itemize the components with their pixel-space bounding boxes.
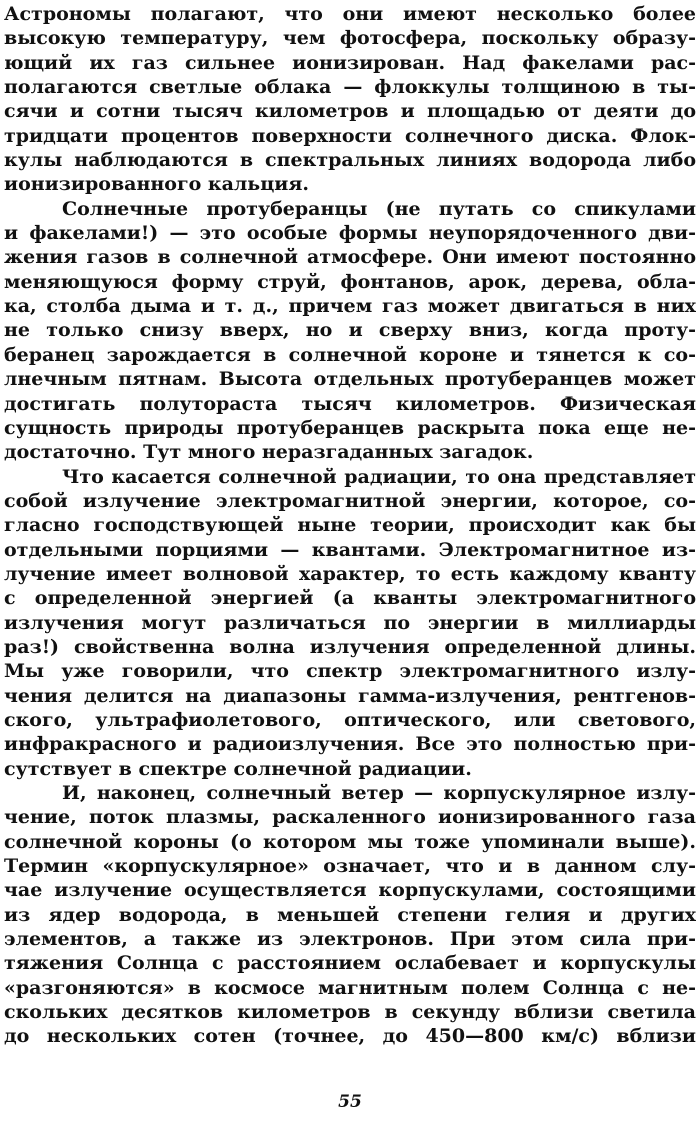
text-line: не только снизу вверх, но и сверху вниз, когда проту- xyxy=(4,319,696,342)
text-line: сутствует в спектре солнечной радиации. xyxy=(4,757,472,780)
text-line: чае излучение осуществляется корпускулами, состоящими xyxy=(4,879,696,902)
text-line: «разгоняются» в космосе магнитным полем Солнца с не- xyxy=(4,976,696,999)
text-line: лучение имеет волновой характер, то есть каждому кванту xyxy=(4,562,696,585)
text-line: сячи и сотни тысяч километров и площадью от деяти до xyxy=(4,100,696,123)
text-line: лнечным пятнам. Высота отдельных протуберанцев может xyxy=(4,368,696,391)
text-line: полагаются светлые облака — флоккулы толщиною в ты- xyxy=(4,76,696,99)
text-line: достигать полутораста тысяч километров. Физическая xyxy=(4,392,696,415)
text-line: гласно господствующей ныне теории, происходит как бы xyxy=(4,514,696,537)
text-line: Астрономы полагают, что они имеют несколько более xyxy=(4,3,696,25)
page-text xyxy=(4,2,696,1049)
text-line: Солнечные протуберанцы (не путать со спикулами xyxy=(62,197,696,220)
text-line: ского, ультрафиолетового, оптического, или светового, xyxy=(4,708,696,731)
text-line: излучения могут различаться по энергии в миллиарды xyxy=(4,611,696,634)
paragraph xyxy=(4,197,696,465)
text-line: элементов, а также из электронов. При этом сила при- xyxy=(4,928,696,951)
paragraph xyxy=(4,2,696,197)
text-line: солнечной короны (о котором мы тоже упоминали выше). xyxy=(4,830,696,853)
text-line: Термин «корпускулярное» означает, что и в данном слу- xyxy=(4,855,696,878)
text-line: чение, поток плазмы, раскаленного ионизированного газа xyxy=(4,806,696,829)
text-line: собой излучение электромагнитной энергии, которое, со- xyxy=(4,489,696,512)
text-line: кулы наблюдаются в спектральных линиях водорода либо xyxy=(4,149,696,172)
text-line: из ядер водорода, в меньшей степени гелия и других xyxy=(4,903,696,926)
text-line: жения газов в солнечной атмосфере. Они имеют постоянно xyxy=(4,246,696,269)
text-line: Мы уже говорили, что спектр электромагнитного излу- xyxy=(4,660,696,683)
text-line: сущность природы протуберанцев раскрыта пока еще не- xyxy=(4,416,696,439)
text-line: тридцати процентов поверхности солнечного диска. Флок- xyxy=(4,124,696,147)
text-line: высокую температуру, чем фотосфера, поскольку образу- xyxy=(4,27,696,50)
text-line: до нескольких сотен (точнее, до 450—800 км/с) вблизи xyxy=(4,1025,696,1048)
text-line: достаточно. Тут много неразгаданных загадок. xyxy=(4,441,534,464)
text-line: с определенной энергией (а кванты электромагнитного xyxy=(4,587,696,610)
text-line: меняющуюся форму струй, фонтанов, арок, дерева, обла- xyxy=(4,270,696,293)
text-line: отдельными порциями — квантами. Электромагнитное из- xyxy=(4,538,696,561)
page-number: 55 xyxy=(338,1092,362,1112)
text-line: раз!) свойственна волна излучения определенной длины. xyxy=(4,635,696,658)
text-line: Что касается солнечной радиации, то она представляет xyxy=(62,465,696,488)
text-line: и факелами!) — это особые формы неупорядоченного дви- xyxy=(4,222,696,245)
paragraph xyxy=(4,465,696,781)
text-line: инфракрасного и радиоизлучения. Все это полностью при- xyxy=(4,733,696,756)
text-line: беранец зарождается в солнечной короне и тянется к со- xyxy=(4,343,696,366)
text-line: чения делится на диапазоны гамма-излучения, рентгенов- xyxy=(4,684,696,707)
text-line: И, наконец, солнечный ветер — корпускулярное излу- xyxy=(62,782,696,804)
text-line: тяжения Солнца с расстоянием ослабевает и корпускулы xyxy=(4,952,696,975)
text-line: ионизированного кальция. xyxy=(4,173,309,196)
text-line: ющий их газ сильнее ионизирован. Над факелами рас- xyxy=(4,51,696,74)
text-line: скольких десятков километров в секунду вблизи светила xyxy=(4,1001,696,1024)
text-line: ка, столба дыма и т. д., причем газ может двигаться в них xyxy=(4,295,696,318)
paragraph xyxy=(4,781,696,1049)
